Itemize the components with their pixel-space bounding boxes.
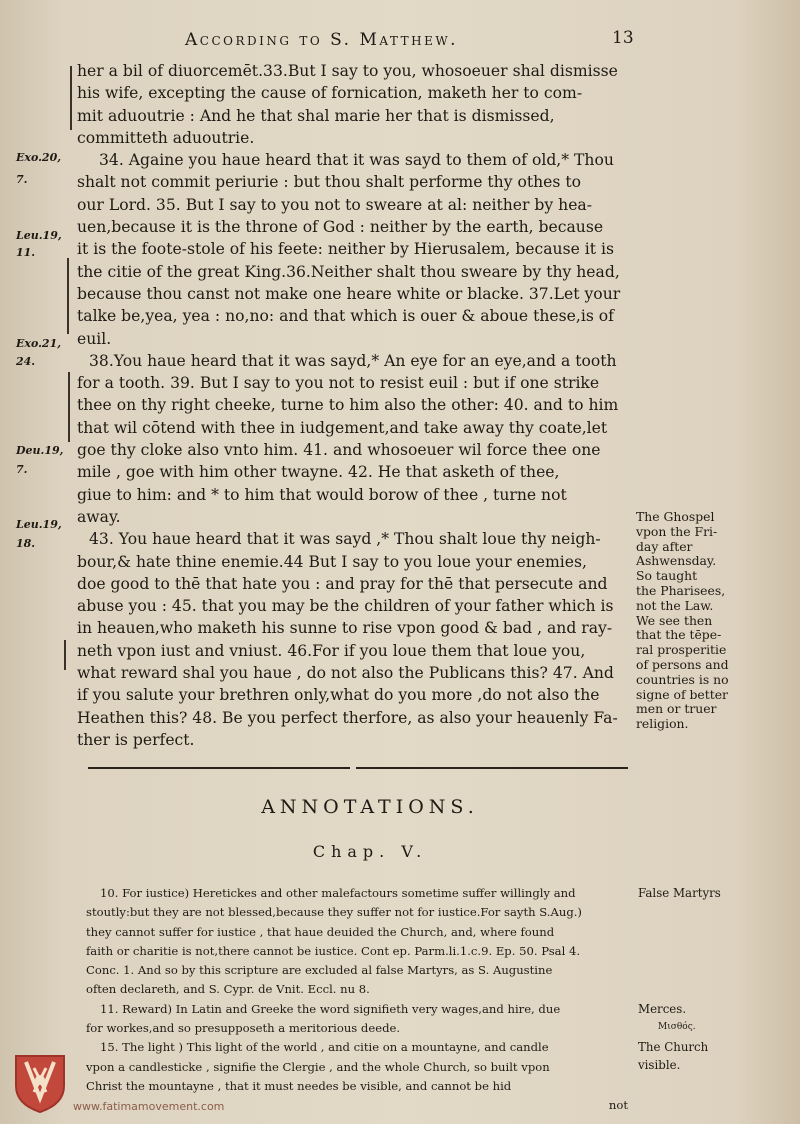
annotation-note: Μισθός. <box>658 1022 696 1032</box>
text-line: giue to him: and * to him that would borow of thee , turne not <box>77 485 567 504</box>
annotation-line: 10. For iustice) Heretickes and other malefactours sometime suffer willingly and <box>100 886 576 900</box>
side-note-line: Ashwensday. <box>636 553 717 569</box>
text-line: euil. <box>77 329 112 348</box>
text-line: Heathen this? 48. Be you perfect therfore, as also your heauenly Fa- <box>77 708 618 727</box>
text-line: our Lord. 35. But I say to you not to sweare at al: neither by hea- <box>77 195 592 214</box>
side-note-line: not the Law. <box>636 597 714 613</box>
margin-bar <box>67 258 69 334</box>
margin-ref: 18. <box>16 537 36 550</box>
text-line: neth vpon iust and vniust. 46.For if you loue them that loue you, <box>77 641 586 660</box>
side-note-line: We see then <box>636 612 713 628</box>
side-note-line: that the tēpe- <box>636 627 722 643</box>
text-line: in heauen,who maketh his sunne to rise vpon good & bad , and ray- <box>77 619 613 638</box>
text-line: doe good to thē that hate you : and pray for thē that persecute and <box>77 574 608 593</box>
gospel-text <box>77 60 637 751</box>
margin-ref: 7. <box>16 173 28 186</box>
annotation-line: stoutly:but they are not blessed,because they suffer not for iustice.For sayth S.Aug.) <box>86 905 582 920</box>
margin-ref: Exo.20, <box>16 151 62 164</box>
text-line: his wife, excepting the cause of fornication, maketh her to com- <box>77 84 583 103</box>
annotation-line: they cannot suffer for iustice , that haue deuided the Church, and, where found <box>86 924 555 939</box>
text-line: 38.You haue heard that it was sayd,* An eye for an eye,and a tooth <box>89 351 617 370</box>
text-line: mile , goe with him other twayne. 42. He that asketh of thee, <box>77 463 560 482</box>
side-note-line: religion. <box>636 716 689 732</box>
text-line: bour,& hate thine enemie.44 But I say to you loue your enemies, <box>77 552 587 571</box>
side-note-line: signe of better <box>636 686 728 702</box>
side-note-line: So taught <box>636 568 698 584</box>
text-line: because thou canst not make one heare white or blacke. 37.Let your <box>77 284 621 303</box>
annotation-line: vpon a candlesticke , signifie the Clergie , and the whole Church, so built vpon <box>86 1059 550 1074</box>
text-line: her a bil of diuorcemēt.33.But I say to you, whosoeuer shal dismisse <box>77 62 618 80</box>
side-note-line: of persons and <box>636 656 729 672</box>
side-note-line: day after <box>636 538 693 554</box>
annotation-note: The Church <box>638 1040 709 1054</box>
annotation-line: Conc. 1. And so by this scripture are excluded al false Martyrs, as S. Augustine <box>86 963 553 978</box>
text-line: uen,because it is the throne of God : neither by the earth, because <box>77 218 604 237</box>
margin-ref: 7. <box>16 463 28 476</box>
running-head <box>0 28 800 54</box>
annotations-text <box>86 884 638 1116</box>
margin-ref: Leu.19, <box>16 518 62 531</box>
margin-ref: Exo.21, <box>16 337 62 350</box>
margin-ref: Leu.19, <box>16 229 62 242</box>
annotation-note: False Martyrs <box>638 886 721 900</box>
text-line: 34. Againe you haue heard that it was sayd to them of old,* Thou <box>99 151 614 170</box>
side-note-line: men or truer <box>636 701 717 717</box>
text-line: away. <box>77 507 121 526</box>
papal-seal-icon <box>12 1052 68 1114</box>
text-line: mit aduoutrie : And he that shal marie her that is dismissed, <box>77 106 555 125</box>
side-note-line: the Pharisees, <box>636 582 726 598</box>
text-line: for a tooth. 39. But I say to you not to resist euil : but if one strike <box>77 374 600 393</box>
page-number: 13 <box>612 28 634 48</box>
chapter-heading: Chap. V. <box>312 842 428 861</box>
margin-ref: Deu.19, <box>16 444 64 457</box>
side-notes <box>636 510 796 732</box>
side-note-line: countries is no <box>636 671 729 687</box>
margin-bar <box>64 640 66 670</box>
margin-bar <box>68 372 70 442</box>
annotation-line: often declareth, and S. Cypr. de Vnit. Eccl. nu 8. <box>86 982 370 997</box>
catchword: not <box>608 1098 628 1113</box>
text-line: ther is perfect. <box>77 730 195 749</box>
side-note-line: The Ghospel <box>636 509 715 524</box>
footer-url: www.fatimamovement.com <box>73 1100 225 1113</box>
margin-bar <box>70 66 72 130</box>
side-note-line: vpon the Fri- <box>636 523 718 539</box>
text-line: that wil cōtend with thee in iudgement,and take away thy coate,let <box>77 418 608 437</box>
text-line: if you salute your brethren only,what do you more ,do not also the <box>77 686 600 705</box>
annotation-line: 11. Reward) In Latin and Greeke the word signifieth very wages,and hire, due <box>100 1001 561 1016</box>
text-line: it is the foote-stole of his feete: neither by Hierusalem, because it is <box>77 240 614 259</box>
running-title: According to S. Matthew. <box>185 30 459 50</box>
margin-ref: 24. <box>16 355 36 368</box>
text-line: 43. You haue heard that it was sayd ,* Thou shalt loue thy neigh- <box>89 530 601 549</box>
text-line: talke be,yea, yea : no,no: and that which is ouer & aboue these,is of <box>77 307 614 326</box>
annotation-note: Merces. <box>638 1002 687 1016</box>
section-rule-left <box>88 767 350 769</box>
annotation-line: 15. The light ) This light of the world , and citie on a mountayne, and candle <box>100 1040 549 1055</box>
text-line: abuse you : 45. that you may be the children of your father which is <box>77 597 614 616</box>
annotation-note: visible. <box>638 1058 681 1072</box>
annotation-line: faith or charitie is not,there cannot be iustice. Cont ep. Parm.li.1.c.9. Ep. 50. Psal 4. <box>86 943 581 958</box>
text-line: shalt not commit periurie : but thou shalt performe thy othes to <box>77 173 582 192</box>
annotations-heading: ANNOTATIONS. <box>261 796 479 818</box>
text-line: thee on thy right cheeke, turne to him also the other: 40. and to him <box>77 396 619 415</box>
text-line: goe thy cloke also vnto him. 41. and whosoeuer wil force thee one <box>77 441 601 460</box>
margin-ref: 11. <box>16 246 36 259</box>
side-note-line: ral prosperitie <box>636 642 727 658</box>
section-rule-right <box>356 767 628 769</box>
text-line: the citie of the great King.36.Neither shalt thou sweare by thy head, <box>77 262 620 281</box>
text-line: committeth aduoutrie. <box>77 128 255 147</box>
text-line: what reward shal you haue , do not also the Publicans this? 47. And <box>77 664 614 683</box>
annotation-line: Christ the mountayne , that it must needes be visible, and cannot be hid <box>86 1078 512 1093</box>
annotation-line: for workes,and so presupposeth a meritorious deede. <box>86 1021 401 1036</box>
